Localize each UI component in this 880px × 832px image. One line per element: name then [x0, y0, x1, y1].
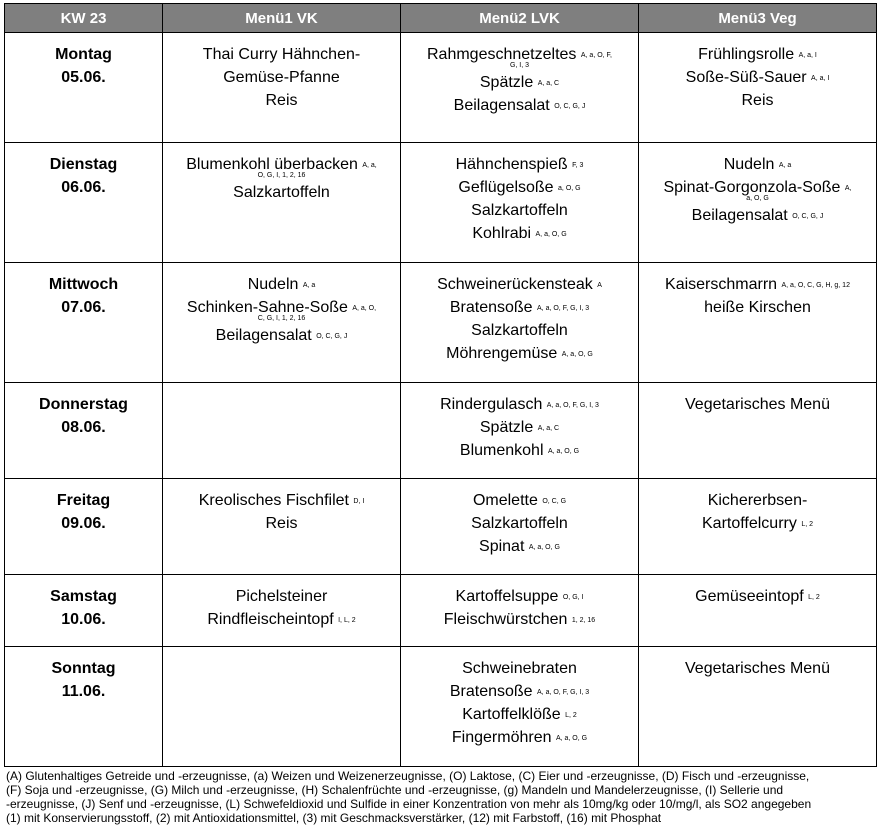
- dish-line: [643, 273, 872, 296]
- allergen-codes: D, I: [353, 498, 365, 505]
- dish-name: Schweinerückensteak: [437, 276, 593, 293]
- week-header: KW 23: [5, 4, 163, 33]
- legend-line: (1) mit Konservierungsstoff, (2) mit Antioxidationsmittel, (3) mit Geschmacksverstärker, (12) mit Farbstoff, (16) mit Phosphat: [6, 811, 662, 825]
- allergen-codes: L, 2: [801, 521, 813, 528]
- dish-name: Kartoffelklöße: [462, 706, 561, 723]
- dish-line: [643, 43, 872, 66]
- dish-line: [405, 726, 634, 749]
- dish-line: [643, 66, 872, 89]
- dish-name: Hähnchenspieß: [455, 156, 568, 173]
- dish-name: Kichererbsen-: [707, 492, 808, 509]
- dish-name: Salzkartoffeln: [471, 322, 568, 339]
- dish-line: [405, 703, 634, 726]
- menu1-cell: [163, 647, 401, 767]
- legend-line: -erzeugnisse, (J) Senf und -erzeugnisse, (L) Schwefeldioxid und Sulfide in einer Konzentration von mehr als 10mg/kg oder 10/mg/l, als SO2 angegeben: [6, 797, 812, 811]
- allergen-codes: A, a, O, F, G, I, 3: [537, 689, 590, 696]
- dish-name: Blumenkohl: [459, 442, 544, 459]
- dish-name: Soße-Süß-Sauer: [685, 69, 807, 86]
- dish-line: [405, 273, 634, 296]
- day-row: [5, 33, 877, 143]
- dish-name: Rahmgeschnetzeltes: [427, 46, 577, 63]
- allergen-codes: A,: [844, 185, 852, 192]
- dish-line: [643, 393, 872, 416]
- allergen-codes: O, C, G, J: [554, 103, 586, 110]
- dish-line: [167, 66, 396, 89]
- allergen-codes: A, a, I: [811, 75, 830, 82]
- dish-name: Rindfleischeintopf: [207, 611, 334, 628]
- allergen-codes: G, I, 3: [509, 62, 530, 69]
- day-row: [5, 647, 877, 767]
- allergen-codes: a, O, G: [746, 195, 769, 202]
- dish-name: Kohlrabi: [472, 225, 532, 242]
- dish-name: Beilagensalat: [453, 97, 550, 114]
- day-date: 06.06.: [61, 179, 106, 196]
- dish-name: Salzkartoffeln: [471, 515, 568, 532]
- menu-body: [5, 33, 877, 767]
- dish-line: [167, 489, 396, 512]
- dish-name: Vegetarisches Menü: [685, 660, 830, 677]
- day-row: [5, 383, 877, 479]
- dish-name: Vegetarisches Menü: [685, 396, 830, 413]
- allergen-codes: A, a, C: [537, 80, 560, 87]
- allergen-codes: A, a, O, F, G, I, 3: [537, 305, 590, 312]
- dish-line: [643, 657, 872, 680]
- dish-name: Fleischwürstchen: [443, 611, 568, 628]
- dish-name: Salzkartoffeln: [471, 202, 568, 219]
- dish-line: [405, 512, 634, 535]
- dish-name: Gemüse-Pfanne: [223, 69, 340, 86]
- allergen-codes: O, C, G, J: [316, 333, 348, 340]
- allergen-codes: A, a, O, G: [547, 448, 580, 455]
- day-cell: [5, 143, 163, 263]
- dish-name: Spätzle: [479, 74, 534, 91]
- day-name: Dienstag: [49, 156, 118, 173]
- menu1-cell: [163, 263, 401, 383]
- menu3-cell: [639, 479, 877, 575]
- menu1-cell: [163, 143, 401, 263]
- allergen-codes: A, a, O, G: [528, 544, 560, 551]
- dish-line: [405, 608, 634, 631]
- menu2-cell: [401, 263, 639, 383]
- dish-line: [405, 393, 634, 416]
- dish-line: [405, 222, 634, 245]
- dish-line: [167, 608, 396, 631]
- day-date: 11.06.: [61, 683, 106, 700]
- dish-name: Reis: [265, 92, 298, 109]
- dish-line: [167, 181, 396, 204]
- legend-line: (F) Soja und -erzeugnisse, (G) Milch und -erzeugnisse, (H) Schalenfrüchte und -erzeugnisse, (g) Mandeln und Mandelerzeugnisse, (I) Sellerie und: [6, 783, 784, 797]
- menu1-cell: [163, 575, 401, 647]
- dish-line: [643, 153, 872, 176]
- dish-name: Nudeln: [247, 276, 299, 293]
- dish-name: Omelette: [472, 492, 538, 509]
- menu1-cell: [163, 33, 401, 143]
- menu3-cell: [639, 647, 877, 767]
- menu3-cell: [639, 143, 877, 263]
- allergen-codes: A, a, O, C, G, H, g, 12: [781, 282, 850, 289]
- dish-name: Schweinebraten: [462, 660, 577, 677]
- dish-name: Rindergulasch: [440, 396, 543, 413]
- day-name: Donnerstag: [39, 396, 128, 413]
- dish-name: Kartoffelsuppe: [455, 588, 559, 605]
- weekly-menu-table: [4, 3, 877, 767]
- dish-name: Reis: [741, 92, 774, 109]
- allergen-codes: L, 2: [808, 594, 820, 601]
- header-row: [5, 4, 877, 33]
- dish-line: [405, 535, 634, 558]
- allergen-codes: A, a, I: [798, 52, 817, 59]
- dish-line: [405, 439, 634, 462]
- dish-name: Pichelsteiner: [235, 588, 328, 605]
- dish-line: [643, 585, 872, 608]
- allergen-codes: C, G, I, 1, 2, 16: [257, 315, 306, 322]
- dish-line: [167, 43, 396, 66]
- menu2-cell: [401, 33, 639, 143]
- allergen-codes: A, a, O, G: [535, 231, 567, 238]
- allergen-codes: O, G, I, 1, 2, 16: [257, 172, 306, 179]
- day-name: Sonntag: [51, 660, 116, 677]
- allergen-codes: O, G, I: [562, 594, 584, 601]
- day-cell: [5, 383, 163, 479]
- dish-name: Kreolisches Fischfilet: [198, 492, 349, 509]
- allergen-codes: a, O, G: [558, 185, 581, 192]
- allergen-codes: I, L, 2: [338, 617, 356, 624]
- dish-name: Beilagensalat: [691, 207, 788, 224]
- day-row: [5, 479, 877, 575]
- dish-line: [405, 153, 634, 176]
- dish-line: [643, 204, 872, 227]
- allergen-codes: A, a, O, G: [561, 351, 593, 358]
- allergen-codes: A, a,: [362, 162, 377, 169]
- day-name: Freitag: [56, 492, 111, 509]
- dish-name: Kaiserschmarrn: [665, 276, 778, 293]
- dish-name: Bratensoße: [449, 683, 533, 700]
- allergen-codes: O, C, G: [542, 498, 567, 505]
- day-date: 07.06.: [61, 299, 106, 316]
- dish-name: Fingermöhren: [451, 729, 552, 746]
- day-date: 08.06.: [61, 419, 106, 436]
- legend-line: (A) Glutenhaltiges Getreide und -erzeugnisse, (a) Weizen und Weizenerzeugnisse, (O) Laktose, (C) Eier und -erzeugnisse, (D) Fisch und -erzeugnisse,: [6, 769, 810, 783]
- dish-name: Spinat-Gorgonzola-Soße: [663, 179, 841, 196]
- dish-line: [405, 489, 634, 512]
- dish-name: Bratensoße: [449, 299, 533, 316]
- dish-name: Frühlingsrolle: [698, 46, 795, 63]
- dish-name: Gemüseeintopf: [695, 588, 804, 605]
- dish-line: [405, 342, 634, 365]
- dish-name: Möhrengemüse: [446, 345, 558, 362]
- day-date: 10.06.: [61, 611, 106, 628]
- dish-name: Schinken-Sahne-Soße: [186, 299, 348, 316]
- dish-name: Geflügelsoße: [458, 179, 554, 196]
- dish-name: Blumenkohl überbacken: [186, 156, 358, 173]
- allergen-codes: A, a, C: [537, 425, 560, 432]
- day-row: [5, 575, 877, 647]
- dish-line: [405, 94, 634, 117]
- allergen-codes: A, a, O,: [352, 305, 377, 312]
- dish-name: Nudeln: [723, 156, 775, 173]
- menu2-cell: [401, 647, 639, 767]
- menu3-cell: [639, 263, 877, 383]
- dish-line: [405, 657, 634, 680]
- menu2-cell: [401, 143, 639, 263]
- dish-line: [405, 416, 634, 439]
- dish-name: Reis: [265, 515, 298, 532]
- dish-line: [405, 176, 634, 199]
- day-cell: [5, 647, 163, 767]
- day-cell: [5, 575, 163, 647]
- allergen-codes: A, a, O, F, G, I, 3: [546, 402, 599, 409]
- dish-name: Salzkartoffeln: [233, 184, 330, 201]
- day-name: Mittwoch: [48, 276, 119, 293]
- menu3-cell: [639, 33, 877, 143]
- dish-line: [405, 585, 634, 608]
- menu1-cell: [163, 383, 401, 479]
- dish-line: [643, 89, 872, 112]
- allergen-legend: [6, 769, 874, 825]
- allergen-codes: A, a, O, F,: [580, 52, 612, 59]
- day-cell: [5, 479, 163, 575]
- allergen-codes: O, C, G, J: [792, 213, 824, 220]
- dish-line: [167, 585, 396, 608]
- menu2-cell: [401, 575, 639, 647]
- day-cell: [5, 263, 163, 383]
- allergen-codes: F, 3: [572, 162, 584, 169]
- day-date: 05.06.: [61, 69, 106, 86]
- dish-line: [405, 199, 634, 222]
- dish-line: [643, 296, 872, 319]
- dish-name: Spätzle: [479, 419, 534, 436]
- menu3-cell: [639, 383, 877, 479]
- day-name: Samstag: [50, 588, 117, 605]
- allergen-codes: L, 2: [565, 712, 577, 719]
- menu2-cell: [401, 383, 639, 479]
- dish-line: [167, 512, 396, 535]
- allergen-codes: A, a, O, G: [555, 735, 588, 742]
- menu3-header: Menü3 Veg: [639, 4, 877, 33]
- day-cell: [5, 33, 163, 143]
- menu3-cell: [639, 575, 877, 647]
- dish-line: [167, 89, 396, 112]
- allergen-codes: A, a: [778, 162, 792, 169]
- day-row: [5, 263, 877, 383]
- menu1-cell: [163, 479, 401, 575]
- dish-line: [167, 324, 396, 347]
- dish-line: [643, 489, 872, 512]
- dish-name: heiße Kirschen: [704, 299, 811, 316]
- dish-name: Spinat: [479, 538, 525, 555]
- dish-line: [405, 71, 634, 94]
- dish-line: [405, 319, 634, 342]
- dish-name: Thai Curry Hähnchen-: [202, 46, 361, 63]
- allergen-codes: A, a: [302, 282, 316, 289]
- dish-line: [643, 512, 872, 535]
- menu2-header: Menü2 LVK: [401, 4, 639, 33]
- dish-line: [405, 680, 634, 703]
- menu2-cell: [401, 479, 639, 575]
- dish-name: Beilagensalat: [215, 327, 312, 344]
- allergen-codes: 1, 2, 16: [571, 617, 596, 624]
- day-row: [5, 143, 877, 263]
- menu1-header: Menü1 VK: [163, 4, 401, 33]
- day-name: Montag: [55, 46, 112, 63]
- dish-name: Kartoffelcurry: [702, 515, 797, 532]
- allergen-codes: A: [597, 282, 602, 289]
- day-date: 09.06.: [61, 515, 106, 532]
- dish-line: [405, 296, 634, 319]
- dish-line: [167, 273, 396, 296]
